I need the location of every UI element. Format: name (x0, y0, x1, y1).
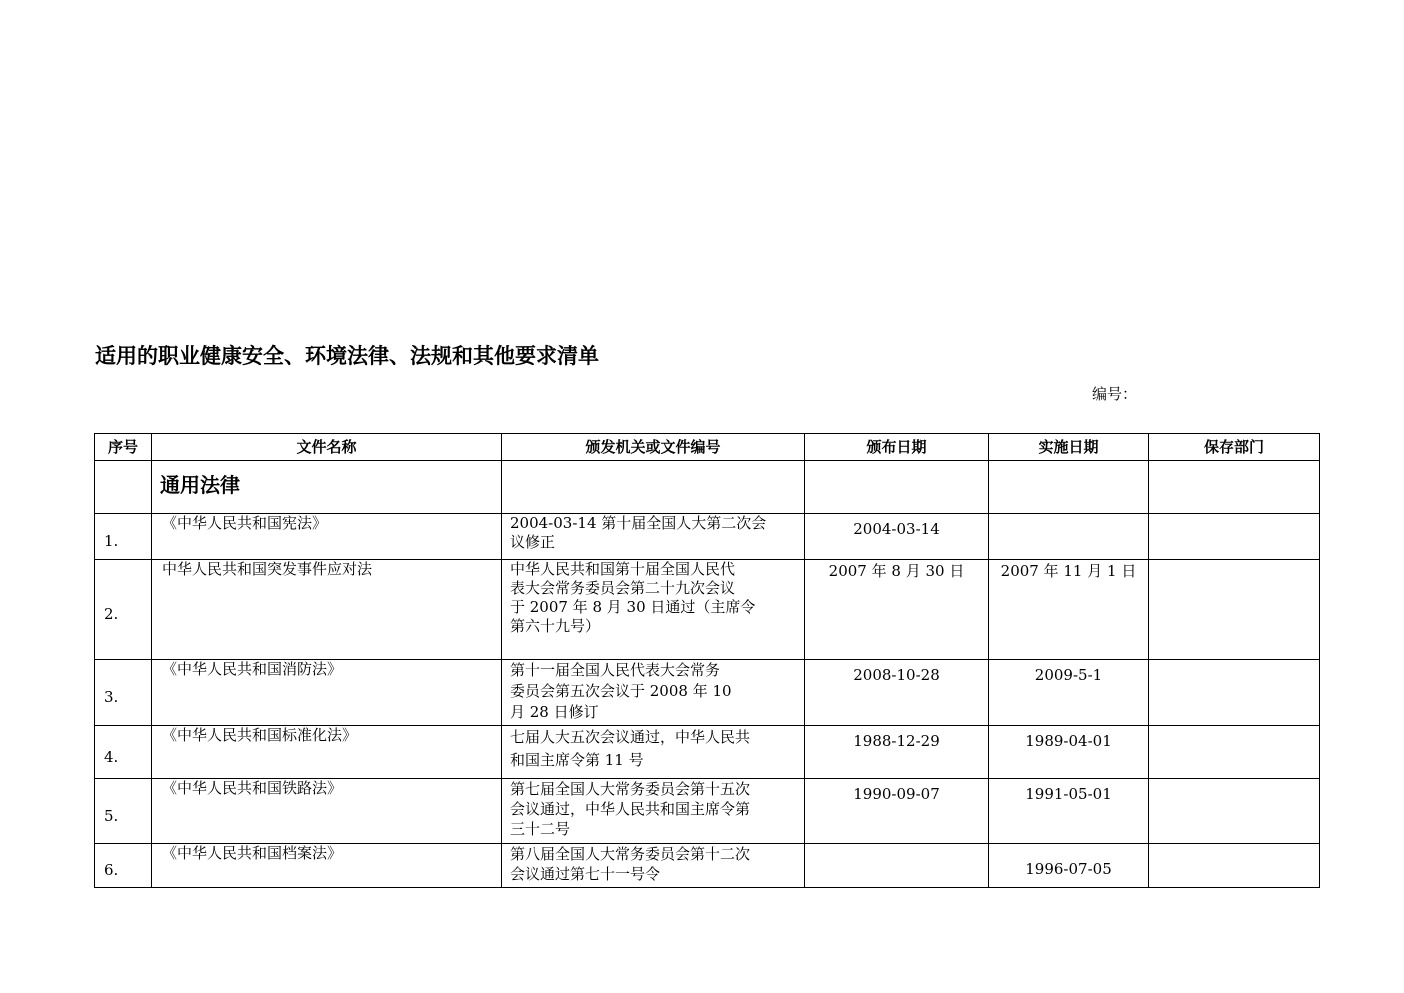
row-issue-date: 1990-09-07 (805, 779, 989, 844)
row-effective-date: 2009-5-1 (989, 660, 1149, 726)
table-row (95, 660, 1320, 726)
table-row (95, 514, 1320, 560)
row-keeping-department (1149, 560, 1320, 660)
row-issuing-authority: 七届人大五次会议通过，中华人民共 和国主席令第 11 号 (502, 726, 805, 779)
header-document-name: 文件名称 (152, 434, 502, 461)
header-serial-no: 序号 (95, 434, 152, 461)
row-serial: 1. (95, 514, 152, 560)
row-effective-date: 2007 年 11 月 1 日 (989, 560, 1149, 660)
row-serial: 3. (95, 660, 152, 726)
section-serial-cell (95, 461, 152, 514)
row-serial: 2. (95, 560, 152, 660)
section-row (95, 461, 1320, 514)
row-document-name: 《中华人民共和国消防法》 (152, 660, 502, 726)
section-empty-cell (989, 461, 1149, 514)
section-empty-cell (805, 461, 989, 514)
header-effective-date: 实施日期 (989, 434, 1149, 461)
document-number-label: 编号： (1092, 385, 1138, 403)
row-document-name: 《中华人民共和国宪法》 (152, 514, 502, 560)
table-header-row (95, 434, 1320, 461)
row-serial: 4. (95, 726, 152, 779)
section-empty-cell (502, 461, 805, 514)
row-keeping-department (1149, 726, 1320, 779)
row-keeping-department (1149, 779, 1320, 844)
document-title: 适用的职业健康安全、环境法律、法规和其他要求清单 (95, 343, 599, 368)
row-keeping-department (1149, 844, 1320, 888)
row-issue-date: 2004-03-14 (805, 514, 989, 560)
row-issuing-authority: 第八届全国人大常务委员会第十二次 会议通过第七十一号令 (502, 844, 805, 888)
section-title-cell (152, 461, 502, 514)
section-empty-cell (1149, 461, 1320, 514)
row-issue-date: 2008-10-28 (805, 660, 989, 726)
row-document-name: 《中华人民共和国标准化法》 (152, 726, 502, 779)
row-document-name: 中华人民共和国突发事件应对法 (152, 560, 502, 660)
row-issue-date: 1988-12-29 (805, 726, 989, 779)
row-effective-date: 1991-05-01 (989, 779, 1149, 844)
row-issue-date: 2007 年 8 月 30 日 (805, 560, 989, 660)
regulations-table (94, 433, 1320, 888)
table-row (95, 779, 1320, 844)
row-effective-date (989, 514, 1149, 560)
header-keeping-department: 保存部门 (1149, 434, 1320, 461)
table-row (95, 844, 1320, 888)
row-issue-date (805, 844, 989, 888)
row-issuing-authority: 第十一届全国人民代表大会常务 委员会第五次会议于 2008 年 10 月 28 日修订 (502, 660, 805, 726)
row-keeping-department (1149, 514, 1320, 560)
row-keeping-department (1149, 660, 1320, 726)
row-issuing-authority: 中华人民共和国第十届全国人民代 表大会常务委员会第二十九次会议 于 2007 年 8 月 30 日通过（主席令 第六十九号） (502, 560, 805, 660)
header-issuing-authority: 颁发机关或文件编号 (502, 434, 805, 461)
row-effective-date: 1989-04-01 (989, 726, 1149, 779)
row-issuing-authority: 第七届全国人大常务委员会第十五次 会议通过，中华人民共和国主席令第 三十二号 (502, 779, 805, 844)
table-row (95, 560, 1320, 660)
row-serial: 6. (95, 844, 152, 888)
row-document-name: 《中华人民共和国铁路法》 (152, 779, 502, 844)
row-effective-date: 1996-07-05 (989, 844, 1149, 888)
row-serial: 5. (95, 779, 152, 844)
section-title: 通用法律 (160, 473, 240, 497)
row-issuing-authority: 2004-03-14 第十届全国人大第二次会 议修正 (502, 514, 805, 560)
table-row (95, 726, 1320, 779)
row-document-name: 《中华人民共和国档案法》 (152, 844, 502, 888)
header-issue-date: 颁布日期 (805, 434, 989, 461)
